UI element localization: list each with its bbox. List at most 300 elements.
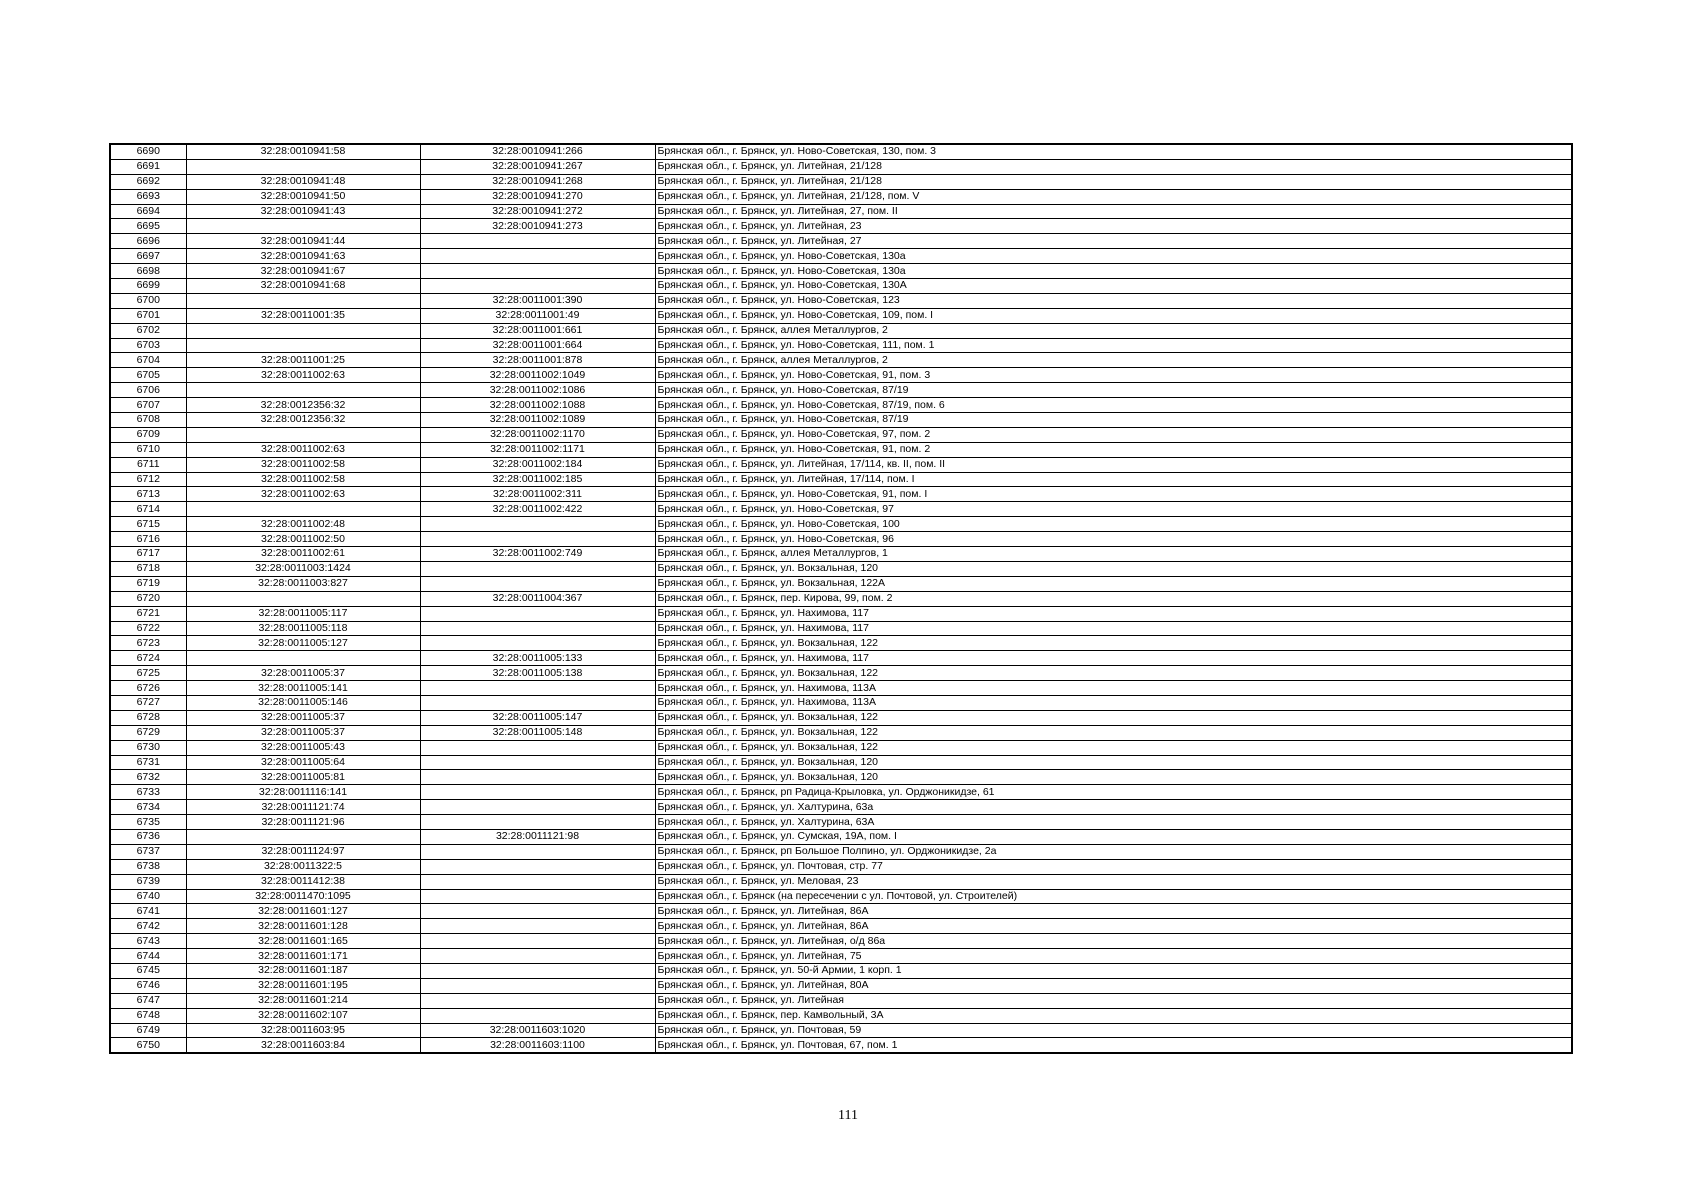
table-row <box>110 219 1572 234</box>
table-row <box>110 963 1572 978</box>
parcel-cadastral-number-cell: 32:28:0011001:25 <box>186 353 420 368</box>
address-cell: Брянская обл., г. Брянск, ул. Вокзальная, 122 <box>655 725 1572 740</box>
address-cell: Брянская обл., г. Брянск, ул. Нахимова, 113А <box>655 681 1572 696</box>
row-number-cell: 6717 <box>110 547 186 562</box>
object-cadastral-number-cell: 32:28:0011002:185 <box>420 472 655 487</box>
address-cell: Брянская обл., г. Брянск, ул. Ново-Советская, 91, пом. 2 <box>655 442 1572 457</box>
row-number-cell: 6697 <box>110 249 186 264</box>
address-cell: Брянская обл., г. Брянск (на пересечении с ул. Почтовой, ул. Строителей) <box>655 889 1572 904</box>
address-cell: Брянская обл., г. Брянск, ул. Литейная, 75 <box>655 949 1572 964</box>
table-row <box>110 904 1572 919</box>
address-cell: Брянская обл., г. Брянск, ул. Ново-Советская, 87/19 <box>655 383 1572 398</box>
object-cadastral-number-cell: 32:28:0011002:749 <box>420 547 655 562</box>
row-number-cell: 6726 <box>110 681 186 696</box>
parcel-cadastral-number-cell: 32:28:0011601:128 <box>186 919 420 934</box>
table-row <box>110 844 1572 859</box>
row-number-cell: 6706 <box>110 383 186 398</box>
parcel-cadastral-number-cell: 32:28:0011002:50 <box>186 532 420 547</box>
row-number-cell: 6719 <box>110 576 186 591</box>
row-number-cell: 6693 <box>110 189 186 204</box>
row-number-cell: 6714 <box>110 502 186 517</box>
parcel-cadastral-number-cell <box>186 427 420 442</box>
address-cell: Брянская обл., г. Брянск, ул. Литейная, 86А <box>655 904 1572 919</box>
parcel-cadastral-number-cell: 32:28:0011002:48 <box>186 517 420 532</box>
object-cadastral-number-cell: 32:28:0011002:311 <box>420 487 655 502</box>
parcel-cadastral-number-cell: 32:28:0011121:74 <box>186 800 420 815</box>
parcel-cadastral-number-cell <box>186 829 420 844</box>
address-cell: Брянская обл., г. Брянск, ул. Ново-Советская, 130А <box>655 279 1572 294</box>
parcel-cadastral-number-cell: 32:28:0011003:827 <box>186 576 420 591</box>
row-number-cell: 6696 <box>110 234 186 249</box>
object-cadastral-number-cell: 32:28:0011002:422 <box>420 502 655 517</box>
address-cell: Брянская обл., г. Брянск, ул. Ново-Советская, 100 <box>655 517 1572 532</box>
table-row <box>110 353 1572 368</box>
object-cadastral-number-cell <box>420 695 655 710</box>
object-cadastral-number-cell <box>420 561 655 576</box>
parcel-cadastral-number-cell: 32:28:0011005:141 <box>186 681 420 696</box>
parcel-cadastral-number-cell: 32:28:0010941:44 <box>186 234 420 249</box>
address-cell: Брянская обл., г. Брянск, ул. Ново-Советская, 111, пом. 1 <box>655 338 1572 353</box>
table-row <box>110 502 1572 517</box>
row-number-cell: 6737 <box>110 844 186 859</box>
parcel-cadastral-number-cell: 32:28:0011005:37 <box>186 725 420 740</box>
object-cadastral-number-cell <box>420 264 655 279</box>
parcel-cadastral-number-cell: 32:28:0010941:48 <box>186 174 420 189</box>
parcel-cadastral-number-cell: 32:28:0011121:96 <box>186 815 420 830</box>
table-row <box>110 859 1572 874</box>
object-cadastral-number-cell: 32:28:0011005:133 <box>420 651 655 666</box>
object-cadastral-number-cell: 32:28:0010941:273 <box>420 219 655 234</box>
address-cell: Брянская обл., г. Брянск, аллея Металлургов, 2 <box>655 323 1572 338</box>
row-number-cell: 6708 <box>110 413 186 428</box>
object-cadastral-number-cell: 32:28:0011005:147 <box>420 710 655 725</box>
parcel-cadastral-number-cell: 32:28:0011601:195 <box>186 978 420 993</box>
object-cadastral-number-cell: 32:28:0011005:148 <box>420 725 655 740</box>
address-cell: Брянская обл., г. Брянск, ул. Нахимова, 117 <box>655 621 1572 636</box>
page-number: 111 <box>838 1108 858 1123</box>
table-row <box>110 472 1572 487</box>
address-cell: Брянская обл., г. Брянск, ул. Ново-Советская, 130, пом. 3 <box>655 144 1572 159</box>
object-cadastral-number-cell: 32:28:0011001:390 <box>420 293 655 308</box>
object-cadastral-number-cell <box>420 800 655 815</box>
object-cadastral-number-cell: 32:28:0011002:1049 <box>420 368 655 383</box>
object-cadastral-number-cell: 32:28:0011004:367 <box>420 591 655 606</box>
address-cell: Брянская обл., г. Брянск, ул. Вокзальная, 120 <box>655 770 1572 785</box>
address-cell: Брянская обл., г. Брянск, рп Большое Полпино, ул. Орджоникидзе, 2а <box>655 844 1572 859</box>
parcel-cadastral-number-cell: 32:28:0011116:141 <box>186 785 420 800</box>
row-number-cell: 6744 <box>110 949 186 964</box>
address-cell: Брянская обл., г. Брянск, ул. Нахимова, 113А <box>655 695 1572 710</box>
row-number-cell: 6727 <box>110 695 186 710</box>
parcel-cadastral-number-cell: 32:28:0011005:37 <box>186 666 420 681</box>
table-row <box>110 308 1572 323</box>
object-cadastral-number-cell <box>420 785 655 800</box>
address-cell: Брянская обл., г. Брянск, ул. Нахимова, 117 <box>655 651 1572 666</box>
table-row <box>110 264 1572 279</box>
table-row <box>110 457 1572 472</box>
table-row <box>110 323 1572 338</box>
object-cadastral-number-cell: 32:28:0010941:267 <box>420 159 655 174</box>
parcel-cadastral-number-cell: 32:28:0011470:1095 <box>186 889 420 904</box>
object-cadastral-number-cell <box>420 815 655 830</box>
table-row <box>110 189 1572 204</box>
table-row <box>110 666 1572 681</box>
object-cadastral-number-cell <box>420 621 655 636</box>
address-cell: Брянская обл., г. Брянск, ул. Литейная, 17/114, кв. II, пом. II <box>655 457 1572 472</box>
registry-table-body <box>110 144 1572 1053</box>
parcel-cadastral-number-cell: 32:28:0011002:63 <box>186 368 420 383</box>
parcel-cadastral-number-cell: 32:28:0011005:127 <box>186 636 420 651</box>
object-cadastral-number-cell <box>420 1008 655 1023</box>
row-number-cell: 6707 <box>110 398 186 413</box>
address-cell: Брянская обл., г. Брянск, аллея Металлургов, 1 <box>655 547 1572 562</box>
object-cadastral-number-cell: 32:28:0011001:664 <box>420 338 655 353</box>
object-cadastral-number-cell: 32:28:0011001:49 <box>420 308 655 323</box>
row-number-cell: 6732 <box>110 770 186 785</box>
table-row <box>110 517 1572 532</box>
parcel-cadastral-number-cell: 32:28:0011603:84 <box>186 1038 420 1053</box>
address-cell: Брянская обл., г. Брянск, ул. Вокзальная, 122 <box>655 740 1572 755</box>
table-row <box>110 800 1572 815</box>
row-number-cell: 6742 <box>110 919 186 934</box>
row-number-cell: 6715 <box>110 517 186 532</box>
parcel-cadastral-number-cell: 32:28:0011602:107 <box>186 1008 420 1023</box>
address-cell: Брянская обл., г. Брянск, ул. Вокзальная, 122 <box>655 666 1572 681</box>
row-number-cell: 6725 <box>110 666 186 681</box>
object-cadastral-number-cell: 32:28:0011603:1100 <box>420 1038 655 1053</box>
parcel-cadastral-number-cell: 32:28:0011002:58 <box>186 472 420 487</box>
table-row <box>110 249 1572 264</box>
parcel-cadastral-number-cell: 32:28:0011002:63 <box>186 487 420 502</box>
object-cadastral-number-cell: 32:28:0011002:1170 <box>420 427 655 442</box>
row-number-cell: 6747 <box>110 993 186 1008</box>
table-row <box>110 576 1572 591</box>
table-row <box>110 621 1572 636</box>
object-cadastral-number-cell: 32:28:0011002:1089 <box>420 413 655 428</box>
row-number-cell: 6746 <box>110 978 186 993</box>
object-cadastral-number-cell: 32:28:0011001:661 <box>420 323 655 338</box>
parcel-cadastral-number-cell: 32:28:0010941:63 <box>186 249 420 264</box>
object-cadastral-number-cell <box>420 636 655 651</box>
parcel-cadastral-number-cell: 32:28:0010941:67 <box>186 264 420 279</box>
object-cadastral-number-cell <box>420 681 655 696</box>
parcel-cadastral-number-cell: 32:28:0011005:64 <box>186 755 420 770</box>
row-number-cell: 6694 <box>110 204 186 219</box>
parcel-cadastral-number-cell: 32:28:0011005:43 <box>186 740 420 755</box>
row-number-cell: 6703 <box>110 338 186 353</box>
parcel-cadastral-number-cell: 32:28:0011003:1424 <box>186 561 420 576</box>
object-cadastral-number-cell <box>420 576 655 591</box>
address-cell: Брянская обл., г. Брянск, ул. Литейная, 27 <box>655 234 1572 249</box>
address-cell: Брянская обл., г. Брянск, ул. Ново-Советская, 109, пом. I <box>655 308 1572 323</box>
parcel-cadastral-number-cell: 32:28:0011601:171 <box>186 949 420 964</box>
row-number-cell: 6690 <box>110 144 186 159</box>
object-cadastral-number-cell: 32:28:0011002:1171 <box>420 442 655 457</box>
parcel-cadastral-number-cell: 32:28:0011001:35 <box>186 308 420 323</box>
address-cell: Брянская обл., г. Брянск, ул. Литейная, 80А <box>655 978 1572 993</box>
object-cadastral-number-cell: 32:28:0011121:98 <box>420 829 655 844</box>
address-cell: Брянская обл., г. Брянск, ул. Ново-Советская, 87/19 <box>655 413 1572 428</box>
row-number-cell: 6695 <box>110 219 186 234</box>
table-row <box>110 279 1572 294</box>
address-cell: Брянская обл., г. Брянск, ул. Ново-Советская, 96 <box>655 532 1572 547</box>
parcel-cadastral-number-cell: 32:28:0011412:38 <box>186 874 420 889</box>
parcel-cadastral-number-cell: 32:28:0011002:58 <box>186 457 420 472</box>
address-cell: Брянская обл., г. Брянск, ул. Ново-Советская, 91, пом. I <box>655 487 1572 502</box>
parcel-cadastral-number-cell: 32:28:0011124:97 <box>186 844 420 859</box>
address-cell: Брянская обл., г. Брянск, ул. Ново-Советская, 130а <box>655 264 1572 279</box>
table-row <box>110 413 1572 428</box>
table-row <box>110 159 1572 174</box>
row-number-cell: 6728 <box>110 710 186 725</box>
row-number-cell: 6723 <box>110 636 186 651</box>
table-row <box>110 993 1572 1008</box>
object-cadastral-number-cell <box>420 963 655 978</box>
object-cadastral-number-cell <box>420 844 655 859</box>
object-cadastral-number-cell <box>420 919 655 934</box>
address-cell: Брянская обл., г. Брянск, ул. Вокзальная, 122 <box>655 710 1572 725</box>
row-number-cell: 6716 <box>110 532 186 547</box>
row-number-cell: 6720 <box>110 591 186 606</box>
table-row <box>110 1023 1572 1038</box>
registry-table <box>109 143 1573 1054</box>
row-number-cell: 6713 <box>110 487 186 502</box>
table-row <box>110 547 1572 562</box>
table-row <box>110 815 1572 830</box>
row-number-cell: 6701 <box>110 308 186 323</box>
parcel-cadastral-number-cell: 32:28:0011601:214 <box>186 993 420 1008</box>
object-cadastral-number-cell: 32:28:0011001:878 <box>420 353 655 368</box>
object-cadastral-number-cell: 32:28:0010941:272 <box>420 204 655 219</box>
row-number-cell: 6740 <box>110 889 186 904</box>
table-row <box>110 919 1572 934</box>
row-number-cell: 6699 <box>110 279 186 294</box>
row-number-cell: 6691 <box>110 159 186 174</box>
object-cadastral-number-cell <box>420 874 655 889</box>
object-cadastral-number-cell <box>420 740 655 755</box>
address-cell: Брянская обл., г. Брянск, ул. Литейная, 23 <box>655 219 1572 234</box>
row-number-cell: 6692 <box>110 174 186 189</box>
address-cell: Брянская обл., г. Брянск, аллея Металлургов, 2 <box>655 353 1572 368</box>
address-cell: Брянская обл., г. Брянск, ул. Сумская, 19А, пом. I <box>655 829 1572 844</box>
table-row <box>110 740 1572 755</box>
object-cadastral-number-cell <box>420 993 655 1008</box>
address-cell: Брянская обл., г. Брянск, ул. Литейная, 21/128 <box>655 174 1572 189</box>
row-number-cell: 6724 <box>110 651 186 666</box>
address-cell: Брянская обл., г. Брянск, пер. Камвольный, 3А <box>655 1008 1572 1023</box>
address-cell: Брянская обл., г. Брянск, ул. Ново-Советская, 130а <box>655 249 1572 264</box>
parcel-cadastral-number-cell: 32:28:0012356:32 <box>186 398 420 413</box>
address-cell: Брянская обл., г. Брянск, ул. Литейная, 17/114, пом. I <box>655 472 1572 487</box>
table-row <box>110 1038 1572 1053</box>
object-cadastral-number-cell: 32:28:0011002:1088 <box>420 398 655 413</box>
row-number-cell: 6700 <box>110 293 186 308</box>
table-row <box>110 591 1572 606</box>
table-row <box>110 978 1572 993</box>
parcel-cadastral-number-cell: 32:28:0011005:146 <box>186 695 420 710</box>
parcel-cadastral-number-cell <box>186 338 420 353</box>
table-row <box>110 785 1572 800</box>
parcel-cadastral-number-cell <box>186 159 420 174</box>
object-cadastral-number-cell <box>420 532 655 547</box>
object-cadastral-number-cell <box>420 517 655 532</box>
object-cadastral-number-cell: 32:28:0010941:270 <box>420 189 655 204</box>
table-row <box>110 725 1572 740</box>
row-number-cell: 6738 <box>110 859 186 874</box>
parcel-cadastral-number-cell: 32:28:0011002:63 <box>186 442 420 457</box>
parcel-cadastral-number-cell: 32:28:0010941:43 <box>186 204 420 219</box>
row-number-cell: 6704 <box>110 353 186 368</box>
table-row <box>110 681 1572 696</box>
row-number-cell: 6702 <box>110 323 186 338</box>
object-cadastral-number-cell: 32:28:0011002:1086 <box>420 383 655 398</box>
address-cell: Брянская обл., г. Брянск, ул. Почтовая, 67, пом. 1 <box>655 1038 1572 1053</box>
row-number-cell: 6705 <box>110 368 186 383</box>
parcel-cadastral-number-cell <box>186 293 420 308</box>
address-cell: Брянская обл., г. Брянск, ул. Ново-Советская, 91, пом. 3 <box>655 368 1572 383</box>
object-cadastral-number-cell <box>420 234 655 249</box>
table-row <box>110 561 1572 576</box>
address-cell: Брянская обл., г. Брянск, ул. 50-й Армии, 1 корп. 1 <box>655 963 1572 978</box>
address-cell: Брянская обл., г. Брянск, ул. Почтовая, 59 <box>655 1023 1572 1038</box>
object-cadastral-number-cell: 32:28:0011002:184 <box>420 457 655 472</box>
table-row <box>110 710 1572 725</box>
table-row <box>110 293 1572 308</box>
address-cell: Брянская обл., г. Брянск, ул. Литейная, 21/128 <box>655 159 1572 174</box>
table-row <box>110 532 1572 547</box>
table-row <box>110 606 1572 621</box>
address-cell: Брянская обл., г. Брянск, ул. Почтовая, стр. 77 <box>655 859 1572 874</box>
row-number-cell: 6750 <box>110 1038 186 1053</box>
object-cadastral-number-cell <box>420 904 655 919</box>
row-number-cell: 6722 <box>110 621 186 636</box>
address-cell: Брянская обл., г. Брянск, ул. Ново-Советская, 87/19, пом. 6 <box>655 398 1572 413</box>
object-cadastral-number-cell: 32:28:0011005:138 <box>420 666 655 681</box>
parcel-cadastral-number-cell: 32:28:0011002:61 <box>186 547 420 562</box>
parcel-cadastral-number-cell <box>186 502 420 517</box>
parcel-cadastral-number-cell: 32:28:0011005:118 <box>186 621 420 636</box>
address-cell: Брянская обл., г. Брянск, ул. Вокзальная, 120 <box>655 755 1572 770</box>
parcel-cadastral-number-cell: 32:28:0011601:187 <box>186 963 420 978</box>
row-number-cell: 6745 <box>110 963 186 978</box>
table-row <box>110 204 1572 219</box>
address-cell: Брянская обл., г. Брянск, ул. Нахимова, 117 <box>655 606 1572 621</box>
object-cadastral-number-cell: 32:28:0010941:266 <box>420 144 655 159</box>
parcel-cadastral-number-cell: 32:28:0010941:68 <box>186 279 420 294</box>
address-cell: Брянская обл., г. Брянск, пер. Кирова, 99, пом. 2 <box>655 591 1572 606</box>
row-number-cell: 6729 <box>110 725 186 740</box>
address-cell: Брянская обл., г. Брянск, ул. Литейная, 27, пом. II <box>655 204 1572 219</box>
address-cell: Брянская обл., г. Брянск, ул. Халтурина, 63А <box>655 815 1572 830</box>
parcel-cadastral-number-cell: 32:28:0011322:5 <box>186 859 420 874</box>
row-number-cell: 6743 <box>110 934 186 949</box>
address-cell: Брянская обл., г. Брянск, рп Радица-Крыловка, ул. Орджоникидзе, 61 <box>655 785 1572 800</box>
object-cadastral-number-cell <box>420 279 655 294</box>
table-row <box>110 755 1572 770</box>
table-row <box>110 338 1572 353</box>
parcel-cadastral-number-cell <box>186 651 420 666</box>
table-row <box>110 695 1572 710</box>
parcel-cadastral-number-cell: 32:28:0012356:32 <box>186 413 420 428</box>
row-number-cell: 6733 <box>110 785 186 800</box>
object-cadastral-number-cell <box>420 949 655 964</box>
table-row <box>110 889 1572 904</box>
table-row <box>110 487 1572 502</box>
table-row <box>110 1008 1572 1023</box>
parcel-cadastral-number-cell: 32:28:0011005:37 <box>186 710 420 725</box>
row-number-cell: 6698 <box>110 264 186 279</box>
table-row <box>110 770 1572 785</box>
row-number-cell: 6748 <box>110 1008 186 1023</box>
row-number-cell: 6730 <box>110 740 186 755</box>
table-row <box>110 829 1572 844</box>
address-cell: Брянская обл., г. Брянск, ул. Литейная, о/д 86а <box>655 934 1572 949</box>
row-number-cell: 6709 <box>110 427 186 442</box>
address-cell: Брянская обл., г. Брянск, ул. Ново-Советская, 123 <box>655 293 1572 308</box>
object-cadastral-number-cell <box>420 606 655 621</box>
parcel-cadastral-number-cell: 32:28:0010941:58 <box>186 144 420 159</box>
address-cell: Брянская обл., г. Брянск, ул. Литейная <box>655 993 1572 1008</box>
row-number-cell: 6741 <box>110 904 186 919</box>
parcel-cadastral-number-cell: 32:28:0011005:81 <box>186 770 420 785</box>
table-row <box>110 651 1572 666</box>
row-number-cell: 6711 <box>110 457 186 472</box>
parcel-cadastral-number-cell: 32:28:0011601:127 <box>186 904 420 919</box>
row-number-cell: 6718 <box>110 561 186 576</box>
object-cadastral-number-cell <box>420 755 655 770</box>
row-number-cell: 6739 <box>110 874 186 889</box>
table-row <box>110 636 1572 651</box>
row-number-cell: 6731 <box>110 755 186 770</box>
parcel-cadastral-number-cell <box>186 383 420 398</box>
address-cell: Брянская обл., г. Брянск, ул. Литейная, 86А <box>655 919 1572 934</box>
object-cadastral-number-cell <box>420 978 655 993</box>
address-cell: Брянская обл., г. Брянск, ул. Вокзальная, 122А <box>655 576 1572 591</box>
parcel-cadastral-number-cell: 32:28:0011601:165 <box>186 934 420 949</box>
table-row <box>110 934 1572 949</box>
table-row <box>110 234 1572 249</box>
table-row <box>110 949 1572 964</box>
table-row <box>110 427 1572 442</box>
parcel-cadastral-number-cell: 32:28:0011005:117 <box>186 606 420 621</box>
table-row <box>110 144 1572 159</box>
parcel-cadastral-number-cell <box>186 591 420 606</box>
row-number-cell: 6736 <box>110 829 186 844</box>
row-number-cell: 6712 <box>110 472 186 487</box>
row-number-cell: 6734 <box>110 800 186 815</box>
object-cadastral-number-cell <box>420 859 655 874</box>
row-number-cell: 6749 <box>110 1023 186 1038</box>
address-cell: Брянская обл., г. Брянск, ул. Литейная, 21/128, пом. V <box>655 189 1572 204</box>
table-row <box>110 398 1572 413</box>
table-row <box>110 874 1572 889</box>
object-cadastral-number-cell: 32:28:0010941:268 <box>420 174 655 189</box>
parcel-cadastral-number-cell: 32:28:0010941:50 <box>186 189 420 204</box>
object-cadastral-number-cell <box>420 889 655 904</box>
address-cell: Брянская обл., г. Брянск, ул. Халтурина, 63а <box>655 800 1572 815</box>
object-cadastral-number-cell <box>420 934 655 949</box>
table-row <box>110 442 1572 457</box>
object-cadastral-number-cell: 32:28:0011603:1020 <box>420 1023 655 1038</box>
object-cadastral-number-cell <box>420 249 655 264</box>
row-number-cell: 6735 <box>110 815 186 830</box>
table-row <box>110 368 1572 383</box>
address-cell: Брянская обл., г. Брянск, ул. Вокзальная, 120 <box>655 561 1572 576</box>
table-row <box>110 383 1572 398</box>
address-cell: Брянская обл., г. Брянск, ул. Вокзальная, 122 <box>655 636 1572 651</box>
table-row <box>110 174 1572 189</box>
row-number-cell: 6710 <box>110 442 186 457</box>
